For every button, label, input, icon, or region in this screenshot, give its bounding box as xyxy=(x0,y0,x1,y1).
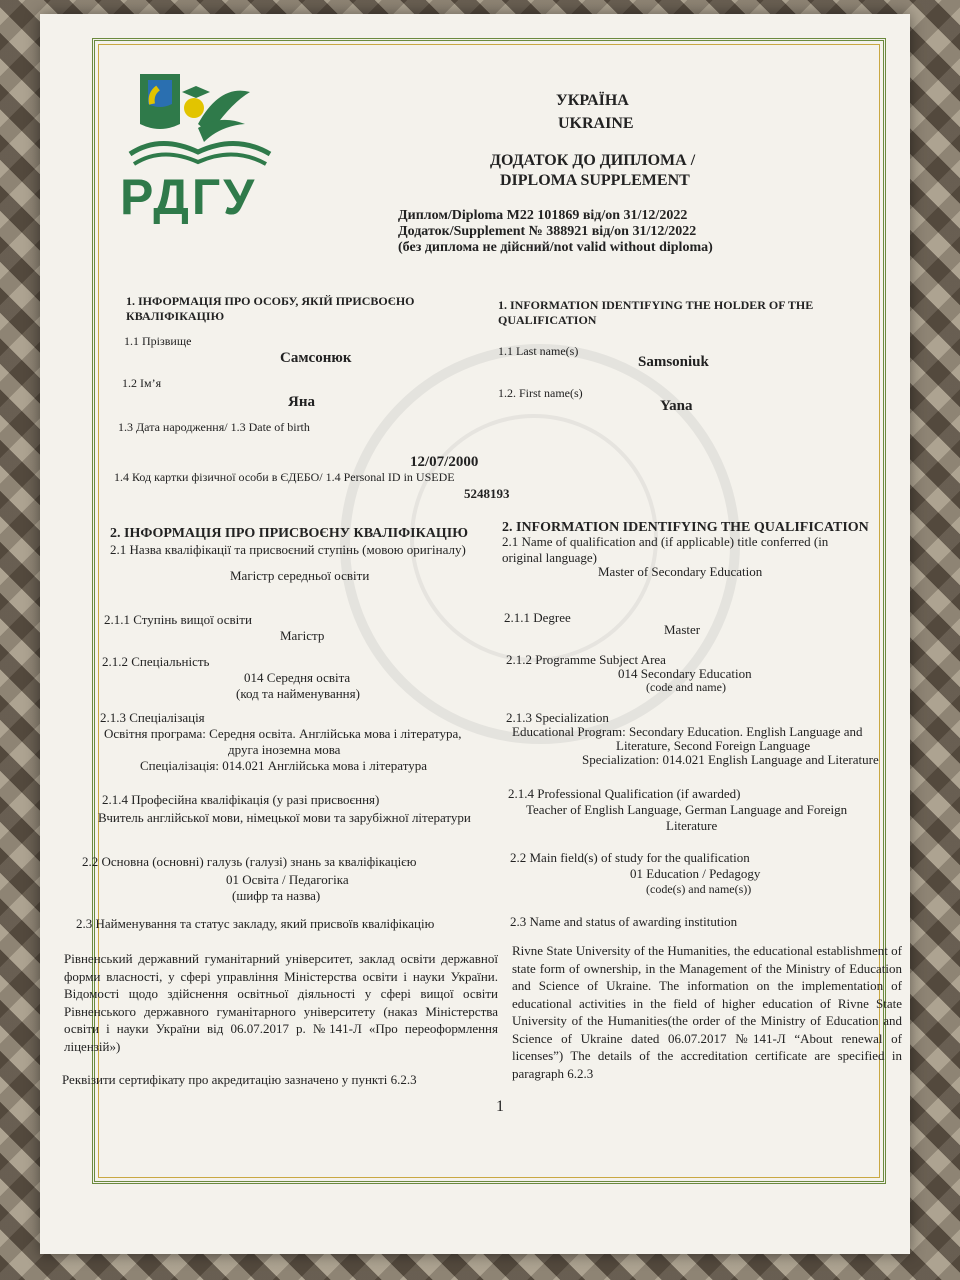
field-label-en: 2.2 Main field(s) of study for the qualification xyxy=(510,850,750,865)
dob-value: 12/07/2000 xyxy=(410,454,479,470)
lastname-label-ua: 1.1 Прізвище xyxy=(124,334,192,348)
qual-name-label-en-1: 2.1 Name of qualification and (if applicable) title conferred (in xyxy=(502,534,829,549)
qual-name-en: Master of Secondary Education xyxy=(598,564,763,579)
institution-text-ua: Рівненський державний гуманітарний університет, заклад освіти державної форми власності, у сфері управління Міністерства освіти і науки України. Відомості щодо здійснення освітньої діяльності у сфері вищої освіти Рівненського державного гуманітарного університету (наказ Міністерства освіти і науки України від 06.07.2017 р. №141-Л «Про переоформлення ліцензій») xyxy=(64,951,498,1054)
prof-qual-ua: Вчитель англійської мови, німецької мови та зарубіжної літератури xyxy=(98,810,471,825)
specialty-ua: 014 Середня освіта xyxy=(244,670,351,685)
specialization-prog-en-1: Educational Program: Secondary Education. English Language and xyxy=(512,724,863,739)
field-note-ua: (шифр та назва) xyxy=(232,888,321,903)
field-ua: 01 Освіта / Педагогіка xyxy=(226,872,349,887)
logo-emblem-icon xyxy=(120,64,280,174)
prof-qual-en-1: Teacher of English Language, German Language and Foreign xyxy=(526,802,848,817)
specialization-ua: Спеціалізація: 014.021 Англійська мова і література xyxy=(140,758,428,773)
section1-title-ua: 1. ІНФОРМАЦІЯ ПРО ОСОБУ, ЯКІЙ ПРИСВОЄНО КВАЛІФІКАЦІЮ xyxy=(126,294,415,323)
validity-note: (без диплома не дійсний/not valid without diploma) xyxy=(398,240,713,255)
diploma-number: Диплом/Diploma M22 101869 від/on 31/12/2022 xyxy=(398,208,688,223)
supplement-number: Додаток/Supplement № 388921 від/on 31/12/2022 xyxy=(398,224,697,239)
country-en: UKRAINE xyxy=(558,115,634,132)
specialization-prog-en-2: Literature, Second Foreign Language xyxy=(616,738,811,753)
prof-qual-label-en: 2.1.4 Professional Qualification (if awarded) xyxy=(508,786,741,801)
qual-name-ua: Магістр середньої освіти xyxy=(230,568,370,583)
logo-text: РДГУ xyxy=(120,169,258,225)
field-note-en: (code(s) and name(s)) xyxy=(646,882,752,896)
title-en: DIPLOMA SUPPLEMENT xyxy=(500,172,690,189)
institution-label-en: 2.3 Name and status of awarding institution xyxy=(510,914,738,929)
section2-title-ua: 2. ІНФОРМАЦІЯ ПРО ПРИСВОЄНУ КВАЛІФІКАЦІЮ xyxy=(110,526,468,541)
specialty-en: 014 Secondary Education xyxy=(618,666,752,681)
personal-id-value: 5248193 xyxy=(464,486,510,501)
firstname-label-en: 1.2. First name(s) xyxy=(498,386,583,400)
institution-text-en: Rivne State University of the Humanities, the educational establishment of state form of ownership, in the Management of the Ministry of Education and Science of Ukraine. The information on the implementation of educational activities in the field of higher education of Rivne State University of the Humanities(the order of the Ministry of Education and Science of Ukraine dated 06.07.2017 №141-Л “About renewal of licenses”) The details of the accreditation certificate are specified in paragraph 6.2.3 xyxy=(512,943,902,1081)
specialization-en: Specialization: 014.021 English Language and Literature xyxy=(582,752,879,767)
degree-label-en: 2.1.1 Degree xyxy=(504,610,571,625)
dob-label: 1.3 Дата народження/ 1.3 Date of birth xyxy=(118,420,310,434)
lastname-en: Samsoniuk xyxy=(638,354,709,370)
section1-title-en: 1. INFORMATION IDENTIFYING THE HOLDER OF THE QUALIFICATION xyxy=(498,298,814,327)
qual-name-label-ua: 2.1 Назва кваліфікації та присвоєний ступінь (мовою оригіналу) xyxy=(110,542,466,557)
specialty-label-ua: 2.1.2 Спеціальність xyxy=(102,654,210,669)
qual-name-label-en-2: original language) xyxy=(502,550,597,565)
institution-label-ua: 2.3 Найменування та статус закладу, який присвоїв кваліфікацію xyxy=(76,916,435,931)
degree-en: Master xyxy=(664,622,701,637)
firstname-ua: Яна xyxy=(288,394,315,410)
specialization-label-en: 2.1.3 Specialization xyxy=(506,710,609,725)
page-number: 1 xyxy=(496,1098,504,1115)
field-label-ua: 2.2 Основна (основні) галузь (галузі) знань за кваліфікацією xyxy=(82,854,417,869)
specialty-note-en: (code and name) xyxy=(646,680,726,694)
specialty-note-ua: (код та найменування) xyxy=(236,686,360,701)
title-ua: ДОДАТОК ДО ДИПЛОМА / xyxy=(490,152,696,169)
degree-label-ua: 2.1.1 Ступінь вищої освіти xyxy=(104,612,252,627)
firstname-label-ua: 1.2 Ім’я xyxy=(122,376,162,390)
lastname-ua: Самсонюк xyxy=(280,350,352,366)
firstname-en: Yana xyxy=(660,398,693,414)
personal-id-label: 1.4 Код картки фізичної особи в ЄДЕБО/ 1.4 Personal ID in USEDE xyxy=(114,470,455,484)
prof-qual-label-ua: 2.1.4 Професійна кваліфікація (у разі присвоєння) xyxy=(102,792,380,807)
section2-title-en: 2. INFORMATION IDENTIFYING THE QUALIFICATION xyxy=(502,520,869,535)
university-logo xyxy=(120,64,280,224)
specialty-label-en: 2.1.2 Programme Subject Area xyxy=(506,652,666,667)
document-page xyxy=(40,14,910,1254)
lastname-label-en: 1.1 Last name(s) xyxy=(498,344,579,358)
specialization-label-ua: 2.1.3 Спеціалізація xyxy=(100,710,205,725)
specialization-prog-ua-2: друга іноземна мова xyxy=(228,742,341,757)
field-en: 01 Education / Pedagogy xyxy=(630,866,761,881)
specialization-prog-ua-1: Освітня програма: Середня освіта. Англійська мова і література, xyxy=(104,726,462,741)
degree-ua: Магістр xyxy=(280,628,325,643)
institution-text-ua-last: Реквізити сертифікату про акредитацію зазначено у пункті 6.2.3 xyxy=(62,1072,417,1087)
country-ua: УКРАЇНА xyxy=(556,92,629,109)
prof-qual-en-2: Literature xyxy=(666,818,718,833)
